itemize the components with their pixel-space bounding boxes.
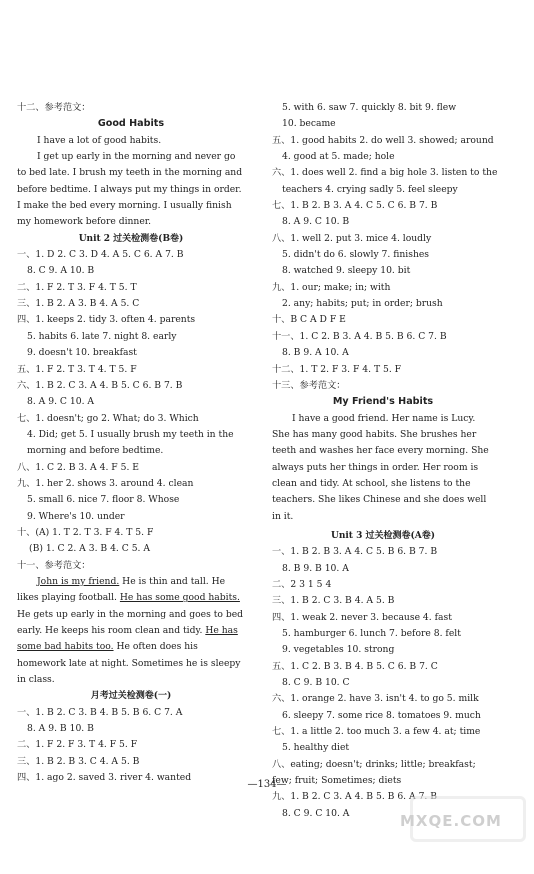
essay-text: I get up early in the morning and never go to bed late. I brush my teeth in the morning and before bedtime. I always put my things in order. I make the bed every morning. I usually finish my homework before dinner. — [17, 151, 243, 228]
answer-line: 5. hamburger 6. lunch 7. before 8. felt — [282, 628, 461, 639]
answer-line: 5. habits 6. late 7. night 8. early — [27, 330, 177, 342]
answer-line: 9. vegetables 10. strong — [282, 644, 395, 656]
essay-text: He often does his homework late at night. Sometimes he is sleepy in class. — [17, 641, 241, 686]
essay-underlined: John is my friend. — [37, 575, 120, 587]
answer-line: 8. C 9. C 10. A — [282, 807, 350, 819]
answer-line: 十、B C A D F E — [272, 314, 346, 326]
answer-line: 七、1. doesn't; go 2. What; do 3. Which — [17, 412, 199, 424]
answer-line: 九、1. our; make; in; with — [272, 281, 391, 293]
answer-line: 四、1. keeps 2. tidy 3. often 4. parents — [17, 314, 196, 326]
essay-text: He is thin and tall. He likes playing football. — [17, 575, 226, 604]
answer-line: 六、1. orange 2. have 3. isn't 4. to go 5. milk — [272, 693, 479, 705]
test-title: 月考过关检测卷(一) — [90, 691, 172, 702]
answer-line: 4. good at 5. made; hole — [282, 151, 395, 163]
answer-line: 八、eating; doesn't; drinks; little; breakfast; few; fruit; Sometimes; diets — [272, 758, 476, 787]
answer-line: 三、1. B 2. A 3. B 4. A 5. C — [17, 298, 140, 310]
answer-line: 8. A 9. C 10. B — [282, 216, 350, 228]
answer-line: 十二、1. T 2. F 3. F 4. T 5. F — [272, 363, 402, 375]
answer-line: 8. A 9. C 10. A — [27, 396, 95, 408]
answer-line: 五、1. C 2. B 3. B 4. B 5. C 6. B 7. C — [272, 660, 438, 672]
answer-line: 5. didn't do 6. slowly 7. finishes — [282, 249, 430, 261]
answer-line: 8. C 9. B 10. C — [282, 677, 350, 689]
essay-paragraph — [17, 574, 245, 688]
answer-line: teachers 4. crying sadly 5. feel sleepy — [282, 183, 458, 195]
answer-line: 10. became — [282, 118, 336, 130]
answer-line: 一、1. D 2. C 3. D 4. A 5. C 6. A 7. B — [17, 249, 184, 261]
answer-line: 八、1. well 2. put 3. mice 4. loudly — [272, 232, 432, 244]
essay-paragraph: I have a good friend. Her name is Lucy. She has many good habits. She brushes her teeth and washes her face every morning. She always puts her things in order. Her room is clean and tidy. At school, she listens to the teachers. She likes Chinese and she does well in it. — [272, 412, 489, 522]
answer-line: 4. Did; get 5. I usually brush my teeth in the morning and before bedtime. — [27, 428, 234, 457]
answer-line: 三、1. B 2. C 3. B 4. A 5. B — [272, 595, 395, 607]
answer-line: 5. with 6. saw 7. quickly 8. bit 9. flew — [282, 102, 457, 113]
answer-line: 六、1. B 2. C 3. A 4. B 5. C 6. B 7. B — [17, 379, 183, 391]
answer-line: (B) 1. C 2. A 3. B 4. C 5. A — [29, 543, 151, 555]
answer-line: 二、1. F 2. F 3. T 4. F 5. F — [17, 739, 138, 751]
answer-line: 六、1. does well 2. find a big hole 3. listen to the — [272, 167, 498, 179]
answer-line: 5. healthy diet — [282, 742, 350, 754]
left-column — [17, 100, 245, 786]
section-label: 十一、参考范文： — [17, 559, 91, 571]
answer-line: 8. C 9. A 10. B — [27, 265, 95, 277]
watermark-text: MXQE.COM — [400, 812, 502, 830]
answer-line: 五、1. F 2. T 3. T 4. T 5. F — [17, 363, 137, 375]
answer-line: 8. B 9. A 10. A — [282, 347, 349, 359]
answer-line: 七、1. B 2. B 3. A 4. C 5. C 6. B 7. B — [272, 200, 438, 212]
essay-paragraph — [17, 149, 245, 231]
answer-line: 十、(A) 1. T 2. T 3. F 4. T 5. F — [17, 526, 154, 538]
answer-line: 一、1. B 2. B 3. A 4. C 5. B 6. B 7. B — [272, 546, 438, 558]
answer-line: 一、1. B 2. C 3. B 4. B 5. B 6. C 7. A — [17, 706, 183, 718]
essay-underlined: He has some good habits. — [119, 592, 240, 604]
answer-line: 七、1. a little 2. too much 3. a few 4. at; time — [272, 726, 481, 738]
answer-line: 二、1. F 2. T 3. F 4. T 5. T — [17, 281, 137, 293]
answer-line: 9. Where's 10. under — [27, 510, 125, 522]
answer-line: 5. small 6. nice 7. floor 8. Whose — [27, 494, 180, 506]
answer-line: 8. watched 9. sleepy 10. bit — [282, 265, 411, 277]
answer-line: 2. any; habits; put; in order; brush — [282, 298, 443, 310]
essay-underlined: He has some bad habits too. — [17, 625, 238, 653]
answer-line: 五、1. good habits 2. do well 3. showed; around — [272, 134, 494, 146]
test-title: Unit 3 过关检测卷(A卷) — [331, 530, 435, 541]
answer-line: 九、1. her 2. shows 3. around 4. clean — [17, 477, 194, 489]
right-column — [272, 100, 498, 822]
test-title: Unit 2 过关检测卷(B卷) — [78, 233, 184, 244]
essay-title: Good Habits — [97, 118, 165, 130]
answer-line: 八、1. C 2. B 3. A 4. F 5. E — [17, 461, 139, 473]
essay-title: My Friend's Habits — [332, 396, 434, 408]
page-number: —134— — [247, 779, 287, 790]
section-label: 十三、参考范文： — [272, 379, 346, 391]
answer-line: 9. doesn't 10. breakfast — [27, 347, 137, 359]
answer-line: 二、2 3 1 5 4 — [272, 578, 332, 590]
answer-line: 九、1. B 2. C 3. A 4. B 5. B 6. A 7. B — [272, 791, 438, 803]
answer-line: 6. sleepy 7. some rice 8. tomatoes 9. much — [282, 709, 481, 721]
answer-line: 四、1. ago 2. saved 3. river 4. wanted — [17, 772, 192, 784]
answer-line: 十一、1. C 2. B 3. A 4. B 5. B 6. C 7. B — [272, 330, 447, 342]
answer-line: 三、1. B 2. B 3. C 4. A 5. B — [17, 755, 140, 767]
answer-line: 8. A 9. B 10. B — [27, 723, 94, 735]
answer-line: 8. B 9. B 10. A — [282, 562, 349, 574]
answer-line: 四、1. weak 2. never 3. because 4. fast — [272, 611, 452, 623]
essay-text: He gets up early in the morning and goes to bed early. He keeps his room clean and tidy. — [17, 608, 244, 636]
section-label: 十二、参考范文： — [17, 102, 91, 113]
essay-line: I have a lot of good habits. — [37, 134, 162, 146]
